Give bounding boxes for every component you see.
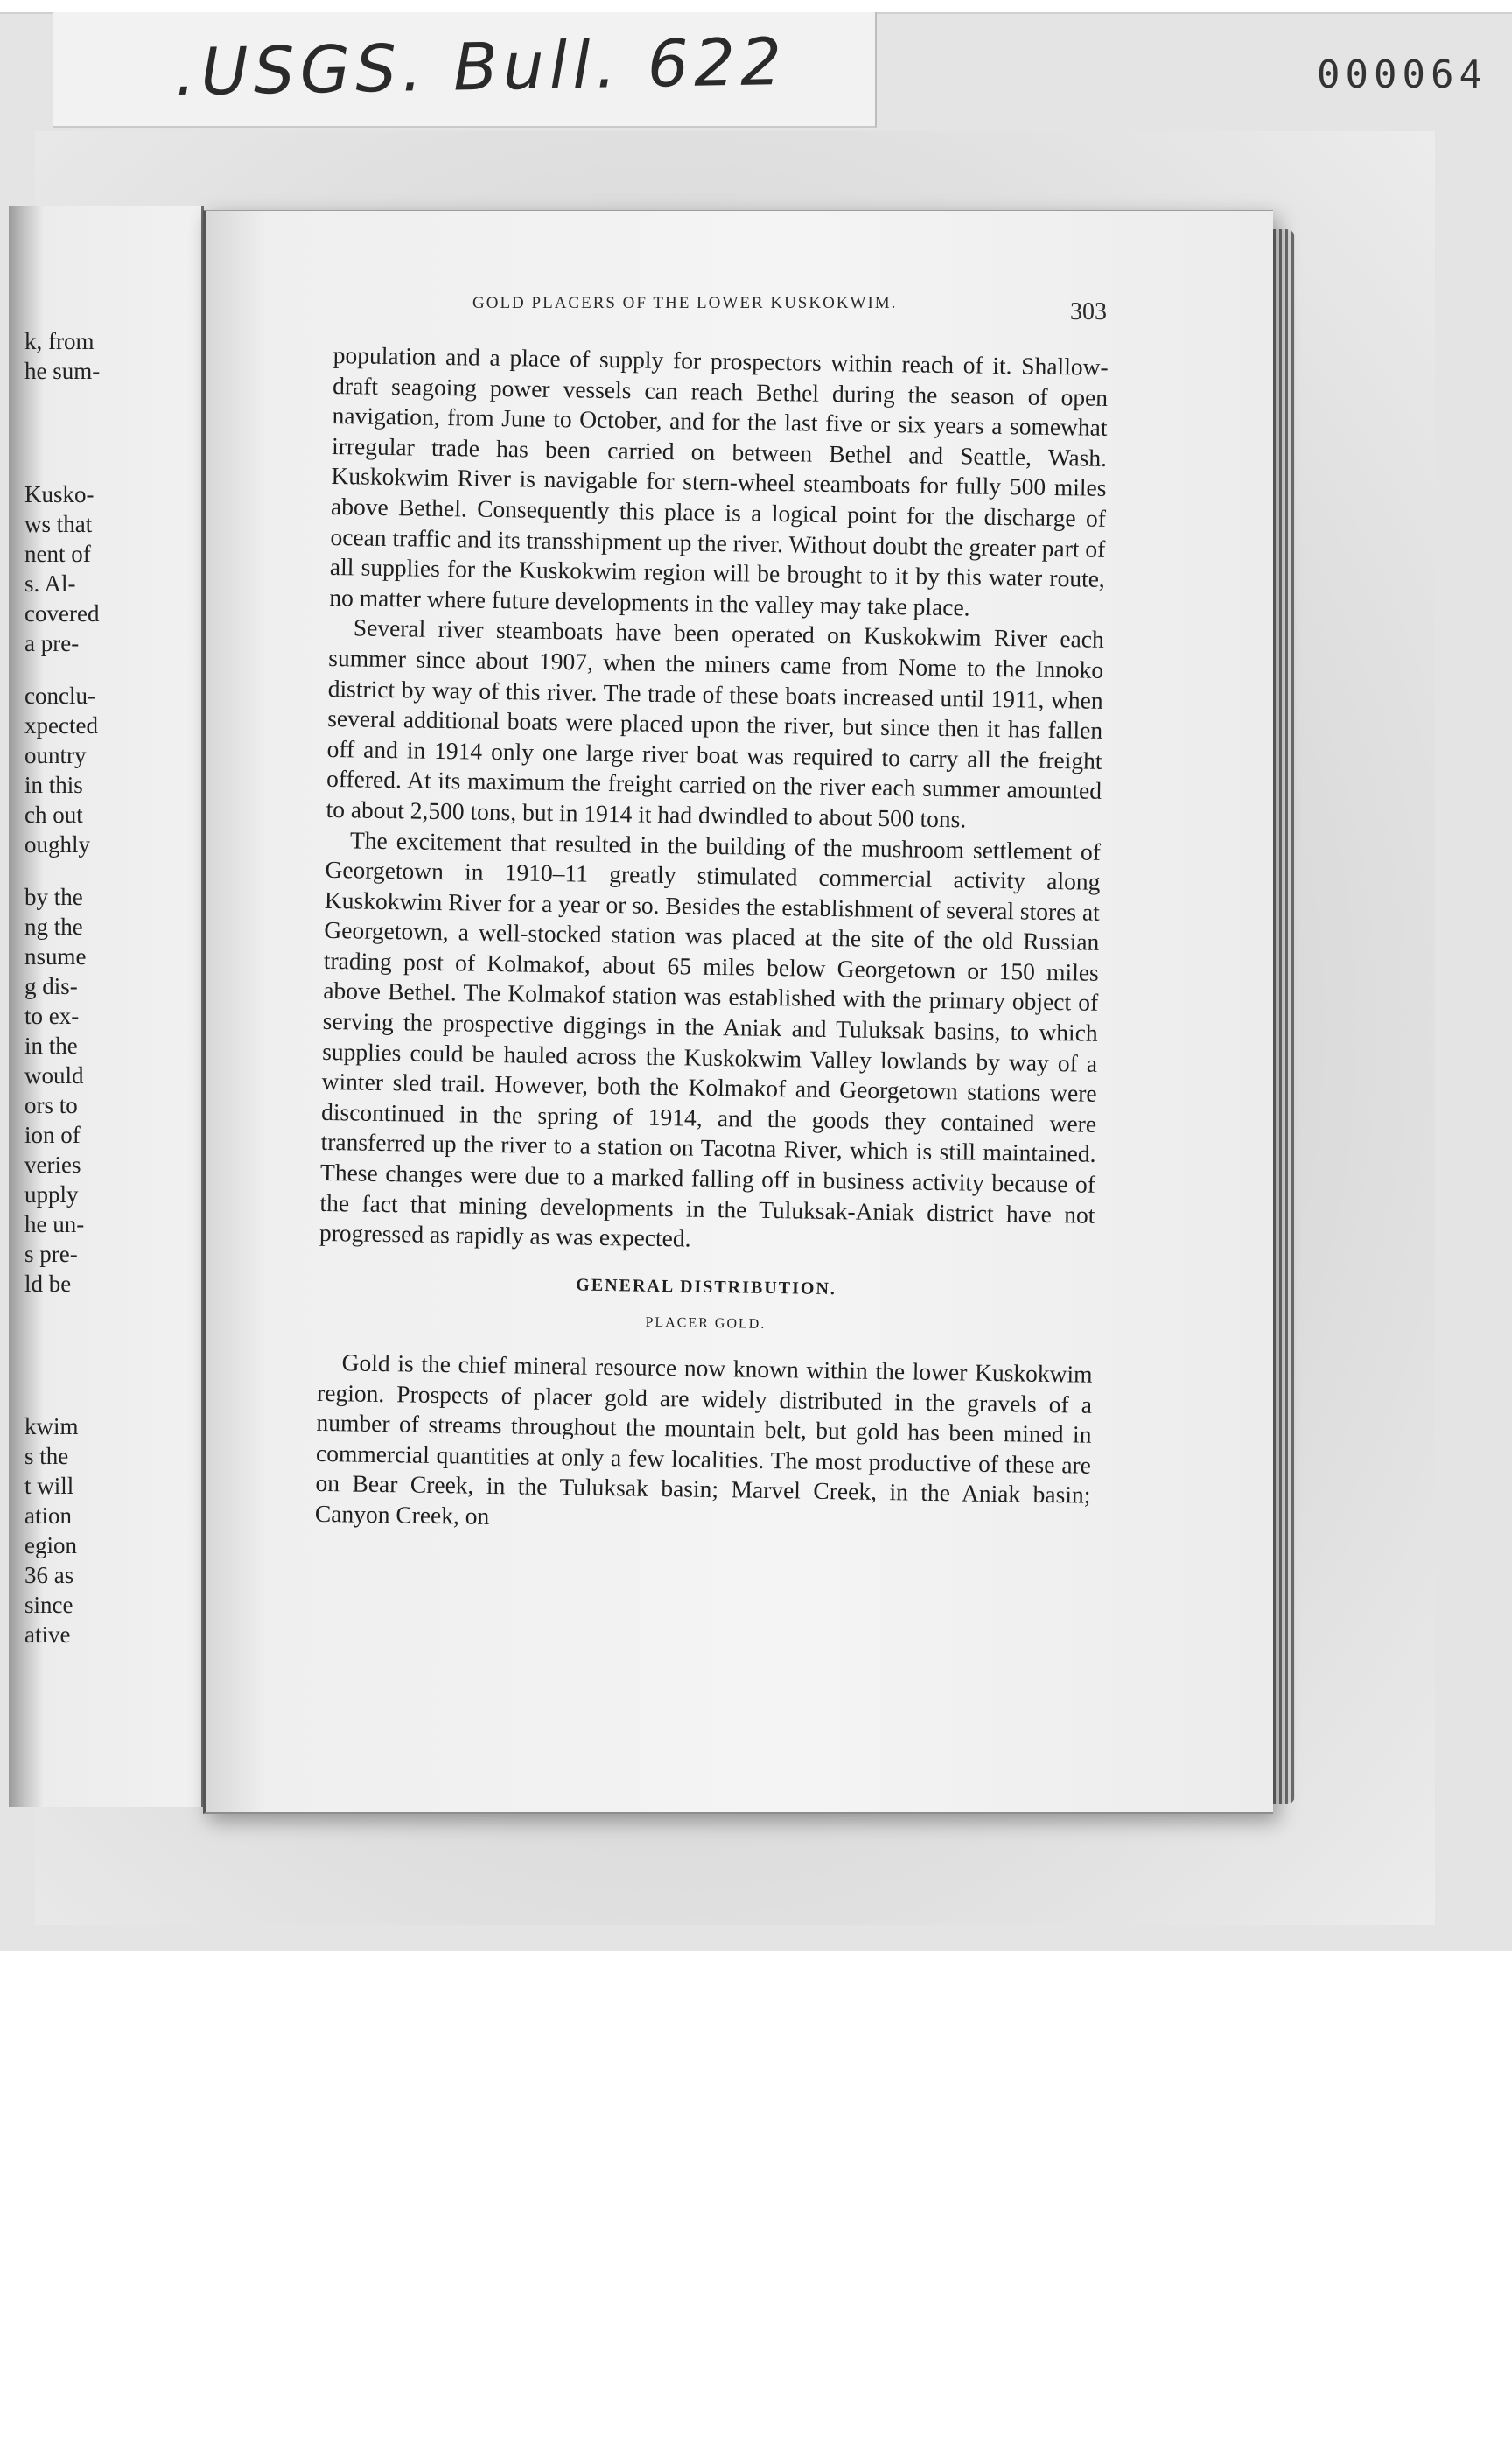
- left-page-line: in the: [24, 1032, 78, 1059]
- left-page-line: upply: [24, 1181, 79, 1208]
- left-page-line: ative: [24, 1621, 71, 1648]
- left-page-line: Kusko-: [24, 481, 94, 508]
- handwritten-label-strip: [52, 12, 877, 128]
- left-page-line: veries: [24, 1152, 81, 1178]
- left-page-line: g dis-: [24, 973, 78, 999]
- left-page-line: nsume: [24, 943, 87, 970]
- left-page-line: oughly: [24, 831, 91, 858]
- left-page-line: he un-: [24, 1211, 85, 1237]
- left-page-line: s the: [24, 1443, 69, 1469]
- paragraph: population and a place of supply for prospectors within reach of it. Shallow-draft seagoing power vessels can reach Bethel during the season of open navigation, from June to October, and for the last five or six years a somewhat irregular trade has been carried on between Bethel and Seattle, Wash. Kuskokwim River is navigable for stern-wheel steamboats for fully 500 miles above Bethel. Consequently this place is a logical point for the discharge of ocean traffic and its transshipment up the river. Without doubt the greater part of all supplies for the Kuskokwim region will be brought to it by this water route, no matter where future developments in the valley may take place.: [329, 340, 1109, 621]
- left-page-line: since: [24, 1592, 74, 1618]
- left-page-line: egion: [24, 1532, 77, 1558]
- left-page-line: t will: [24, 1473, 74, 1499]
- left-page-line: ors to: [24, 1092, 78, 1118]
- left-page-line: ation: [24, 1502, 72, 1529]
- left-page-line: by the: [24, 884, 83, 910]
- left-page-line: conclu-: [24, 682, 95, 709]
- book-page: [203, 210, 1273, 1814]
- left-page-line: xpected: [24, 712, 98, 738]
- page-body: [315, 340, 1109, 1541]
- left-page-line: would: [24, 1062, 84, 1088]
- document-stamp-number: 000064: [1317, 52, 1488, 97]
- left-page-line: s pre-: [24, 1241, 78, 1267]
- page-number: 303: [1070, 298, 1107, 326]
- paragraph: Gold is the chief mineral resource now known within the lower Kuskokwim region. Prospects of placer gold are widely distributed in the gravels of a number of streams throughout the mountain belt, but gold has been mined in commercial quantities at only a few localities. The most productive of these are on Bear Creek, in the Tuluksak basin; Marvel Creek, in the Aniak basin; Canyon Creek, on: [314, 1348, 1093, 1530]
- left-page-line: a pre-: [24, 630, 80, 656]
- left-page-line: s. Al-: [24, 570, 76, 597]
- left-page-line: k, from: [24, 328, 94, 354]
- paragraph: Several river steamboats have been operated on Kuskokwim River each summer since about 1907, when the miners came from Nome to the Innoko district by way of this river. The trade of these boats increased until 1911, when several additional boats were placed upon the river, but since then it has fallen off and in 1914 only one large river boat was required to carry all the freight offered. At its maximum the freight carried on the river each summer amounted to about 2,500 tons, but in 1914 it had dwindled to about 500 tons.: [326, 613, 1104, 833]
- left-page-line: kwim: [24, 1413, 79, 1439]
- left-page-line: ng the: [24, 914, 83, 940]
- left-page-line: 36 as: [24, 1562, 74, 1588]
- left-page-line: nent of: [24, 541, 91, 567]
- left-page-line: in this: [24, 772, 83, 798]
- left-page-fragment: [9, 206, 204, 1807]
- left-page-line: ountry: [24, 742, 87, 768]
- running-header: GOLD PLACERS OF THE LOWER KUSKOKWIM.: [472, 294, 898, 312]
- subsection-heading: PLACER GOLD.: [645, 1315, 766, 1333]
- left-page-line: ld be: [24, 1270, 72, 1297]
- left-page-line: ch out: [24, 802, 83, 828]
- paragraph: The excitement that resulted in the building of the mushroom settlement of Georgetown in 1910–11 greatly stimulated commercial activity along Kuskokwim River for a year or so. Besides the establishment of several stores at Georgetown, a well-stocked station was placed at the site of the old Russian trading post of Kolmakof, about 65 miles below Georgetown or 150 miles above Bethel. The Kolmakof station was established with the primary object of serving the prospective diggings in the Aniak and Tuluksak basins, to which supplies could be hauled across the Kuskokwim Valley lowlands by way of a winter sled trail. However, both the Kolmakof and Georgetown stations were discontinued in the spring of 1914, and the goods they contained were transferred up the river to a station on Tacotna River, which is still maintained. These changes were due to a marked falling off in business activity because of the fact that mining developments in the Tuluksak-Aniak district have not progressed as rapidly as was expected.: [318, 825, 1102, 1252]
- left-page-line: he sum-: [24, 358, 101, 384]
- left-page-line: ws that: [24, 511, 93, 537]
- left-page-line: to ex-: [24, 1003, 80, 1029]
- left-page-line: covered: [24, 600, 100, 626]
- handwritten-label: .USGS. Bull. 622: [174, 24, 788, 111]
- section-heading: GENERAL DISTRIBUTION.: [576, 1275, 837, 1298]
- left-page-line: ion of: [24, 1122, 80, 1148]
